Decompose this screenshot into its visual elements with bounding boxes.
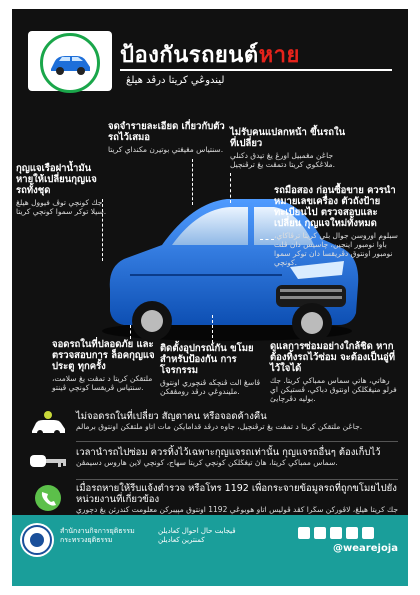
note-record-details-th: จดจำรายละเอียด เกี่ยวกับตัวรถไว้เสมอ xyxy=(108,121,225,143)
divider xyxy=(76,479,398,480)
org-name-th: สำนักงานกิจการยุติธรรม กระทรวงยุติธรรม xyxy=(60,527,135,544)
note-anti-theft-jw: ڤاسڠ الت ڤنچڬه ڤنچوري اونتوق مليندوڠي درڤد رومڤقكن. xyxy=(160,378,261,396)
social-handle[interactable]: @wearejoja xyxy=(333,543,398,554)
note-used-car xyxy=(274,185,402,267)
connector-line xyxy=(192,159,193,205)
tip-report-police-th: เมื่อรถหายให้รีบแจ้งตำรวจ หรือโทร 1192 เพื่อกระจายข้อมูลรถที่ถูกขโมยไปยังหน่วยงานที่เกี่ยวข้อง xyxy=(76,483,397,505)
tip-report-police-jw: جك كريتا هيلڠ، لاڤورکن سڬرا کڤد ڤوليس اتاو هوبوڠي 1192 اونتوق مڽيبرکن معلومت کندرئن يڠ دچوري xyxy=(76,505,398,514)
connector-line xyxy=(212,315,213,343)
note-record-details-jw: سنتياس مڠيڠتي بوتيرن مکنداي كريتا. xyxy=(108,145,224,154)
note-safe-parking xyxy=(52,339,160,392)
note-safe-parking-th: จอดรถในที่ปลอดภัย และตรวจสอบการ ล็อคกุญแจประตู ทุกครั้ง xyxy=(52,339,155,372)
poster-header xyxy=(12,9,408,93)
tip-leave-only-car-key-th: เวลานำรถไปซ่อม ควรทิ้งไว้เฉพาะกุญแจรถเท่านั้น กุญแจรถอื่นๆ ต้องเก็บไว้ xyxy=(76,447,381,458)
list-item xyxy=(12,445,408,477)
note-fuel-key-jw: جك كونچي توڤ فيوول هيلڠ سيلا توکر سموا كونچي كريتا. xyxy=(16,198,107,216)
list-item xyxy=(12,407,408,439)
twitter-icon[interactable] xyxy=(362,527,374,539)
car-lamp-icon xyxy=(26,409,70,443)
divider xyxy=(76,441,398,442)
qr-icon xyxy=(298,527,310,539)
subtitle-divider xyxy=(120,69,392,71)
note-record-details xyxy=(108,121,230,154)
line-icon[interactable] xyxy=(330,527,342,539)
org-name-jw: ڤيجابت حال احوال کعاديلن کمنترين کعاديلن xyxy=(158,527,236,544)
note-used-car-jw: سبلوم اوروسن جوال بلي كريتا ترڤاکاي، باوا نومبور اينجين، چاسيس دان ڤلت نومبور اونتوق دڤريقسا دان توکر سموا كونچي. xyxy=(274,231,398,267)
page-subtitle: ليندوڠي كريتا درڤد هيلڠ xyxy=(126,75,225,86)
car-key-icon xyxy=(26,449,70,483)
note-no-strangers-th: ไม่รับคนแปลกหน้า ขึ้นรถในที่เปลี่ยว xyxy=(230,127,346,149)
connector-line xyxy=(130,325,131,339)
note-repair-care-th: ดูแลการซ่อมอย่างใกล้ชิด หากต้องทิ้งรถไว้ซ่อม จะต้องเป็นอู่ที่ไว้ใจได้ xyxy=(270,341,396,374)
phone-call-icon xyxy=(26,483,70,517)
ministry-seal-icon xyxy=(20,523,54,557)
connector-line xyxy=(230,173,231,203)
youtube-icon[interactable] xyxy=(346,527,358,539)
note-anti-theft-th: ติดตั้งอุปกรณ์กัน ขโมยสำหรับป้องกัน การโจรกรรม xyxy=(160,343,254,376)
note-repair-care-jw: رهاتي، هاتي سماس ممباکي كريتا. جك فرلو منيڠڬلکن اونتوق دباکي، ڤستيکن اي بولیه دڤرچايئ. xyxy=(270,376,397,403)
note-anti-theft xyxy=(160,343,270,396)
car-logo-ring xyxy=(40,33,100,93)
connector-line xyxy=(102,199,103,261)
tip-leave-only-car-key-jw: سماس ممباکي كريتا، هاڽ تيڠڬلکن كونچي كريتا سهاج، كونچي لاين هاروس دسيمڤن. xyxy=(76,458,338,467)
car-icon xyxy=(43,36,97,90)
note-no-strangers xyxy=(230,127,350,169)
note-used-car-th: รถมือสอง ก่อนซื้อขาย ควรนำหมายเลขเครื่อง ตัวถังป้ายทะเบียนไป ตรวจสอบและเปลี่ยน กุญแจใหม่ทั้งหมด xyxy=(274,185,396,229)
car-diagram xyxy=(12,99,408,403)
facebook-icon[interactable] xyxy=(314,527,326,539)
poster xyxy=(12,9,408,586)
footer xyxy=(12,515,408,586)
note-no-strangers-jw: جاڠن مڠمبيل اورڠ يڠ تيدق دکنلي ملاڠكوي كريتا دتمڤت يڠ ترڤنچيل. xyxy=(230,151,335,169)
title-main: ป้องกันรถยนต์ xyxy=(120,43,259,68)
note-repair-care xyxy=(270,341,404,403)
tip-no-isolated-parking-jw: جاڠن ملتقكن كريتا د تمڤت يڠ ترڤنچيل، جاوه درڤد قدامايكن مات اتاو ملتقكن اونتوق برمالم. xyxy=(76,422,363,431)
note-fuel-key xyxy=(16,163,108,216)
note-safe-parking-jw: ملتقكن كريتا د تمڤت يڠ سلامت، سنتياس ڤريقسا كونچي ڤينتو. xyxy=(52,374,153,392)
car-logo xyxy=(28,31,112,91)
page-title xyxy=(120,37,300,72)
tip-no-isolated-parking-th: ไม่จอดรถในที่เปลี่ยว สัญตาคน หรือจอดค้างคืน xyxy=(76,411,267,422)
list-item xyxy=(12,483,408,515)
connector-line xyxy=(260,239,274,240)
title-accent: หาย xyxy=(258,43,300,68)
note-fuel-key-th: กุญแจเรือฝาน้ำมัน หายให้เปลี่ยนกุญแจ รถทั้งชุด xyxy=(16,163,97,196)
